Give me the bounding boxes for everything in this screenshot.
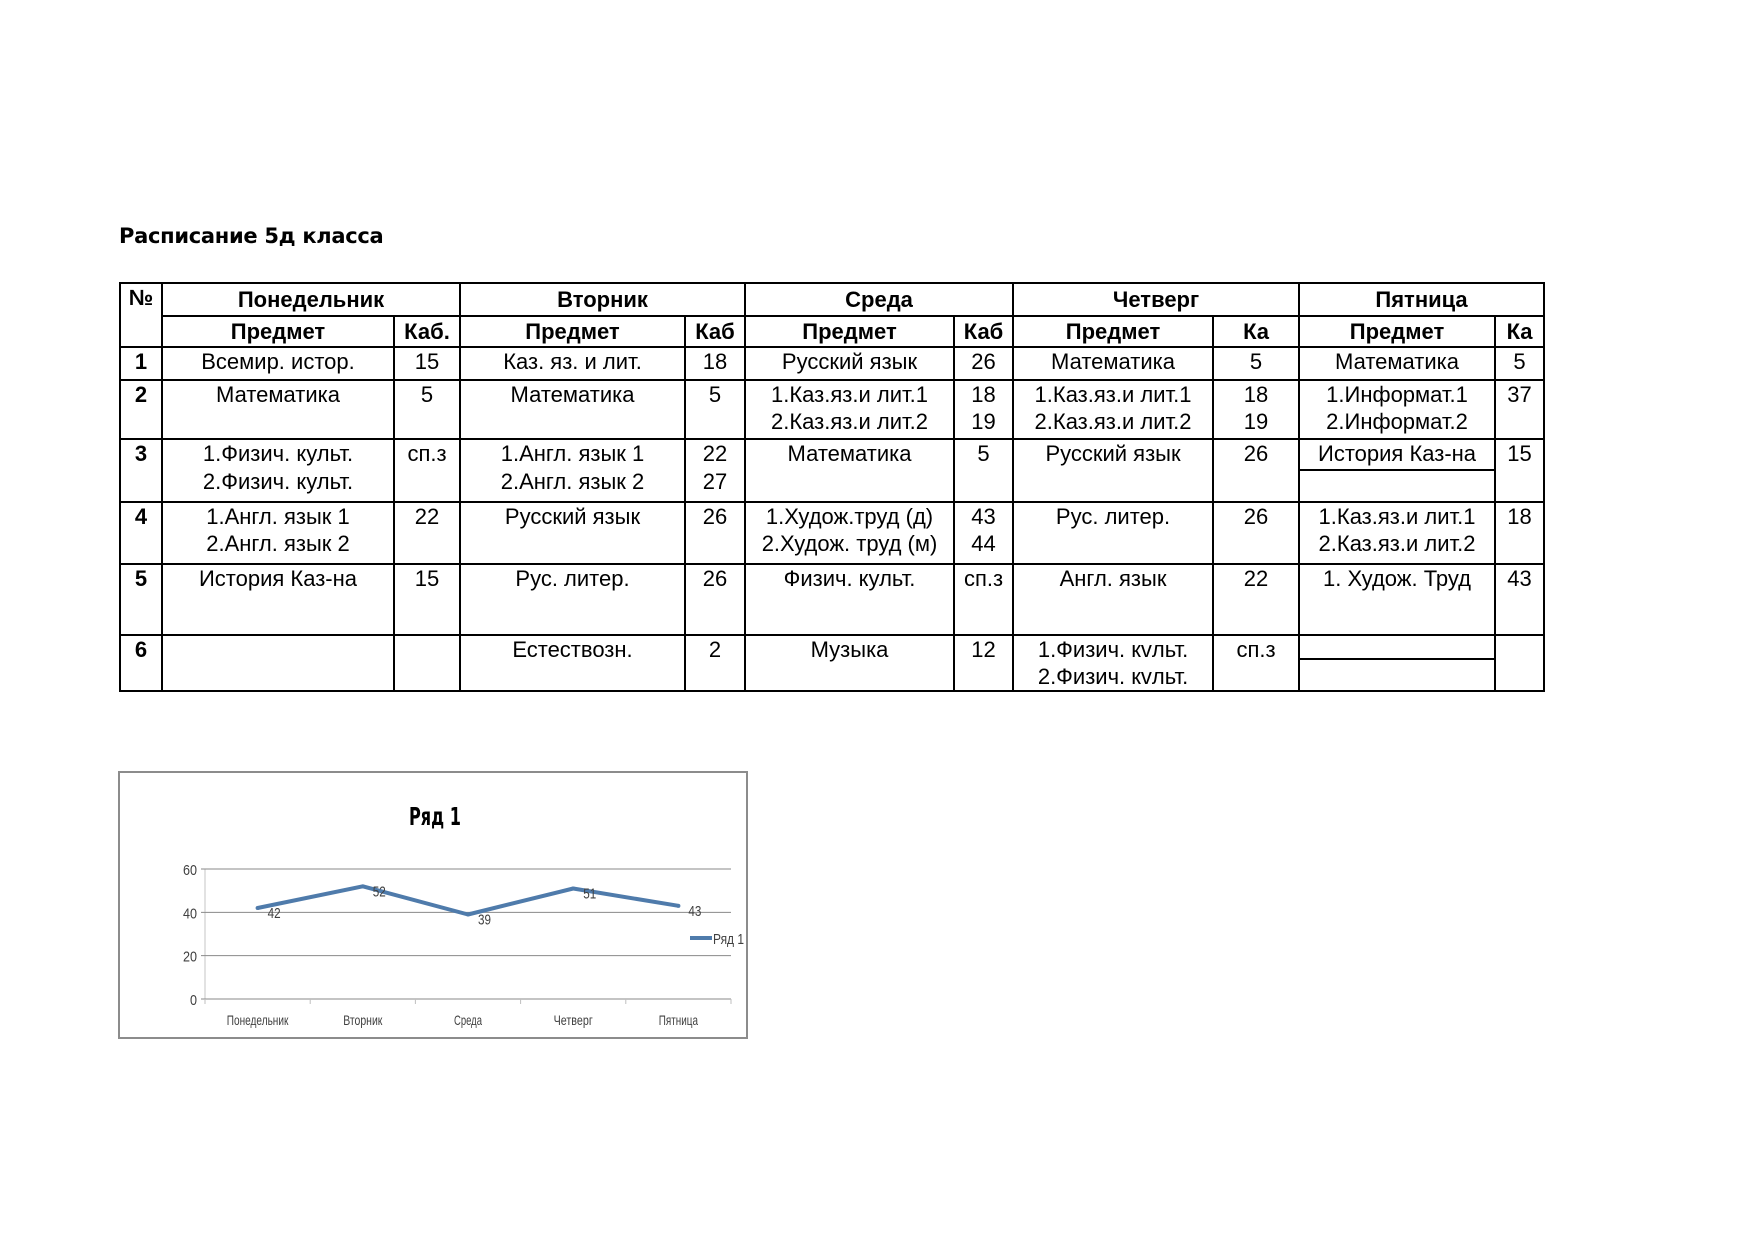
- table-row: [120, 439, 1544, 502]
- subject-cell: [745, 502, 954, 564]
- subject-line: 1.Худож.труд (д): [765, 504, 934, 529]
- split-cell-top: [1300, 636, 1494, 660]
- subject-line: Физич. культ.: [783, 566, 916, 591]
- subject-cell: [162, 347, 394, 380]
- header-row-columns: [120, 316, 1544, 347]
- room-cell: [954, 564, 1013, 635]
- subject-cell: [162, 439, 394, 502]
- subject-line: 2.Физич. культ.: [202, 469, 354, 494]
- subject-line: 1.Каз.яз.и лит.1: [1034, 382, 1192, 407]
- subject-line: 1.Каз.яз.и лит.1: [771, 382, 928, 407]
- room-line: 26: [1243, 504, 1269, 529]
- y-tick-label: 60: [183, 862, 197, 879]
- data-label: 42: [267, 905, 281, 922]
- room-column-header: Каб: [954, 316, 1013, 347]
- subject-cell: [1299, 502, 1495, 564]
- room-cell: [1213, 439, 1299, 502]
- lesson-number: 2: [120, 380, 162, 439]
- room-line: сп.з: [1236, 637, 1276, 662]
- chart-title: Ряд 1: [409, 802, 461, 831]
- subject-cell: [1299, 635, 1495, 691]
- lesson-number: 3: [120, 439, 162, 502]
- room-cell: [394, 564, 460, 635]
- room-line: 5: [708, 382, 722, 407]
- room-line: 15: [414, 566, 440, 591]
- room-line: 18: [1243, 382, 1269, 407]
- subject-line: Математика: [216, 382, 340, 407]
- subject-line: Англ. язык: [1059, 566, 1167, 591]
- subject-line: 1.Англ. язык 1: [500, 441, 645, 466]
- room-line: 43: [1507, 566, 1532, 591]
- subject-cell: [460, 347, 685, 380]
- subject-line: 2.Англ. язык 2: [206, 531, 350, 556]
- room-cell: [685, 502, 745, 564]
- subject-line: 1.Физич. культ.: [202, 441, 354, 466]
- day-header: Вторник: [460, 283, 745, 316]
- subject-cell: [1013, 380, 1213, 439]
- room-line: сп.з: [407, 441, 447, 466]
- subject-cell: [162, 502, 394, 564]
- room-line: 26: [702, 566, 728, 591]
- room-cell: [394, 380, 460, 439]
- subject-cell: [1013, 347, 1213, 380]
- subject-line: 2.Каз.яз.и лит.2: [771, 409, 928, 434]
- room-line: 26: [702, 504, 728, 529]
- subject-column-header: Предмет: [162, 316, 394, 347]
- room-column-header: Каб: [685, 316, 745, 347]
- split-cell-top: [1300, 440, 1494, 471]
- table-row: [120, 380, 1544, 439]
- x-tick-label: Понедельник: [226, 1012, 290, 1028]
- subject-cell: [1013, 439, 1213, 502]
- subject-cell: [162, 635, 394, 691]
- room-cell: [394, 502, 460, 564]
- room-cell: [954, 439, 1013, 502]
- subject-line: Музыка: [810, 637, 889, 662]
- room-line: 22: [1243, 566, 1269, 591]
- subject-line: 1.Каз.яз.и лит.1: [1318, 504, 1476, 529]
- room-line: 5: [420, 382, 434, 407]
- room-column-header: Каб.: [394, 316, 460, 347]
- room-cell: [685, 439, 745, 502]
- table-row: [120, 347, 1544, 380]
- day-header: Пятница: [1299, 283, 1544, 316]
- table-row: [120, 635, 1544, 691]
- room-column-header: Ка: [1213, 316, 1299, 347]
- room-line: 18: [1507, 504, 1532, 529]
- subject-line: Математика: [1051, 349, 1176, 374]
- room-line: 27: [702, 469, 728, 494]
- subject-line: Рус. литер.: [1055, 504, 1171, 529]
- schedule-table: [119, 282, 1545, 692]
- room-cell: [1495, 502, 1544, 564]
- room-cell: [1213, 347, 1299, 380]
- room-cell: [1213, 635, 1299, 691]
- room-line: 18: [702, 349, 728, 374]
- subject-line: Всемир. истор.: [201, 349, 355, 374]
- room-line: 2: [708, 637, 722, 662]
- subject-line: 1. Худож. Труд: [1323, 566, 1472, 591]
- room-line: 19: [971, 409, 996, 434]
- room-cell: [954, 635, 1013, 691]
- room-line: 43: [971, 504, 996, 529]
- subject-column-header: Предмет: [1013, 316, 1213, 347]
- subject-column-header: Предмет: [1299, 316, 1495, 347]
- table-row: [120, 502, 1544, 564]
- room-line: 12: [971, 637, 996, 662]
- subject-line: Русский язык: [1045, 441, 1181, 466]
- room-cell: [1495, 439, 1544, 502]
- subject-cell: [460, 635, 685, 691]
- room-column-header: Ка: [1495, 316, 1544, 347]
- subject-cell: [745, 439, 954, 502]
- room-cell: [394, 347, 460, 380]
- x-tick-label: Четверг: [553, 1012, 593, 1028]
- table-row: [120, 564, 1544, 635]
- room-line: 5: [1249, 349, 1263, 374]
- chart-frame: [118, 771, 748, 1039]
- split-cell: [1300, 636, 1494, 660]
- subject-line: 2.Англ. язык 2: [500, 469, 645, 494]
- subject-cell: [1013, 564, 1213, 635]
- subject-cell: [162, 564, 394, 635]
- subject-cell: [745, 564, 954, 635]
- subject-line: История Каз-на: [1318, 441, 1477, 466]
- room-cell: [685, 347, 745, 380]
- x-tick-label: Вторник: [343, 1012, 384, 1028]
- subject-line: Каз. яз. и лит.: [503, 349, 642, 374]
- subject-line: Рус. литер.: [515, 566, 630, 591]
- subject-line: Математика: [787, 441, 912, 466]
- room-line: 5: [977, 441, 990, 466]
- data-label: 43: [688, 902, 702, 920]
- x-tick-label: Пятница: [658, 1012, 699, 1028]
- room-cell: [1495, 380, 1544, 439]
- room-line: 15: [1507, 441, 1532, 466]
- split-cell: [1300, 440, 1494, 471]
- room-line: 44: [971, 531, 996, 556]
- legend-label: Ряд 1: [713, 931, 744, 948]
- header-row-days: [120, 283, 1544, 316]
- data-label: 39: [478, 911, 491, 929]
- subject-cell: [745, 635, 954, 691]
- room-cell: [685, 564, 745, 635]
- subject-column-header: Предмет: [460, 316, 685, 347]
- subject-line: 2.Каз.яз.и лит.2: [1318, 531, 1476, 556]
- room-cell: [1495, 564, 1544, 635]
- room-cell: [394, 439, 460, 502]
- subject-line: 2.Физич. кvльт.: [1037, 664, 1189, 689]
- subject-line: Русский язык: [781, 349, 918, 374]
- room-cell: [1213, 564, 1299, 635]
- subject-cell: [460, 380, 685, 439]
- subject-cell: [460, 564, 685, 635]
- subject-line: 2.Каз.яз.и лит.2: [1034, 409, 1192, 434]
- subject-cell: [1299, 380, 1495, 439]
- room-cell: [1213, 502, 1299, 564]
- room-line: 18: [971, 382, 996, 407]
- subject-line: 1.Физич. кvльт.: [1037, 637, 1189, 662]
- room-cell: [954, 380, 1013, 439]
- subject-cell: [460, 502, 685, 564]
- room-cell: [954, 502, 1013, 564]
- subject-cell: [162, 380, 394, 439]
- subject-line: 2.Худож. труд (м): [761, 531, 938, 556]
- room-line: 22: [702, 441, 728, 466]
- day-header: Среда: [745, 283, 1013, 316]
- room-line: 5: [1513, 349, 1526, 374]
- y-tick-label: 40: [183, 905, 197, 923]
- room-line: 19: [1243, 409, 1269, 434]
- data-label: 51: [583, 885, 597, 903]
- subject-cell: [1013, 502, 1213, 564]
- room-line: 22: [414, 504, 440, 529]
- subject-line: 1.Информат.1: [1326, 382, 1468, 407]
- subject-cell: [1013, 635, 1213, 691]
- subject-cell: [745, 380, 954, 439]
- subject-column-header: Предмет: [745, 316, 954, 347]
- subject-line: История Каз-на: [198, 566, 358, 591]
- subject-cell: [460, 439, 685, 502]
- lesson-number: 6: [120, 635, 162, 691]
- room-cell: [685, 635, 745, 691]
- subject-cell: [745, 347, 954, 380]
- subject-line: Естествозн.: [512, 637, 633, 662]
- room-line: 26: [1243, 441, 1269, 466]
- y-tick-label: 0: [190, 992, 197, 1009]
- room-line: 15: [414, 349, 440, 374]
- subject-cell: [1299, 564, 1495, 635]
- y-tick-label: 20: [183, 948, 197, 966]
- room-line: 37: [1507, 382, 1532, 407]
- subject-line: Математика: [510, 382, 635, 407]
- lesson-number: 4: [120, 502, 162, 564]
- x-tick-label: Среда: [454, 1012, 483, 1028]
- room-cell: [394, 635, 460, 691]
- subject-cell: [1299, 439, 1495, 502]
- subject-line: 2.Информат.2: [1326, 409, 1468, 434]
- room-cell: [1495, 347, 1544, 380]
- room-cell: [1213, 380, 1299, 439]
- room-cell: [954, 347, 1013, 380]
- room-line: 26: [971, 349, 996, 374]
- lesson-number: 5: [120, 564, 162, 635]
- day-header: Четверг: [1013, 283, 1299, 316]
- document-title: Расписание 5д класса: [119, 224, 384, 248]
- room-cell: [685, 380, 745, 439]
- lesson-number: 1: [120, 347, 162, 380]
- room-cell: [1495, 635, 1544, 691]
- room-line: сп.з: [963, 566, 1004, 591]
- subject-line: Математика: [1335, 349, 1460, 374]
- subject-line: Русский язык: [504, 504, 641, 529]
- subject-cell: [1299, 347, 1495, 380]
- data-label: 52: [372, 883, 386, 901]
- number-header: №: [120, 283, 162, 347]
- day-header: Понедельник: [162, 283, 460, 316]
- subject-line: 1.Англ. язык 1: [206, 504, 350, 529]
